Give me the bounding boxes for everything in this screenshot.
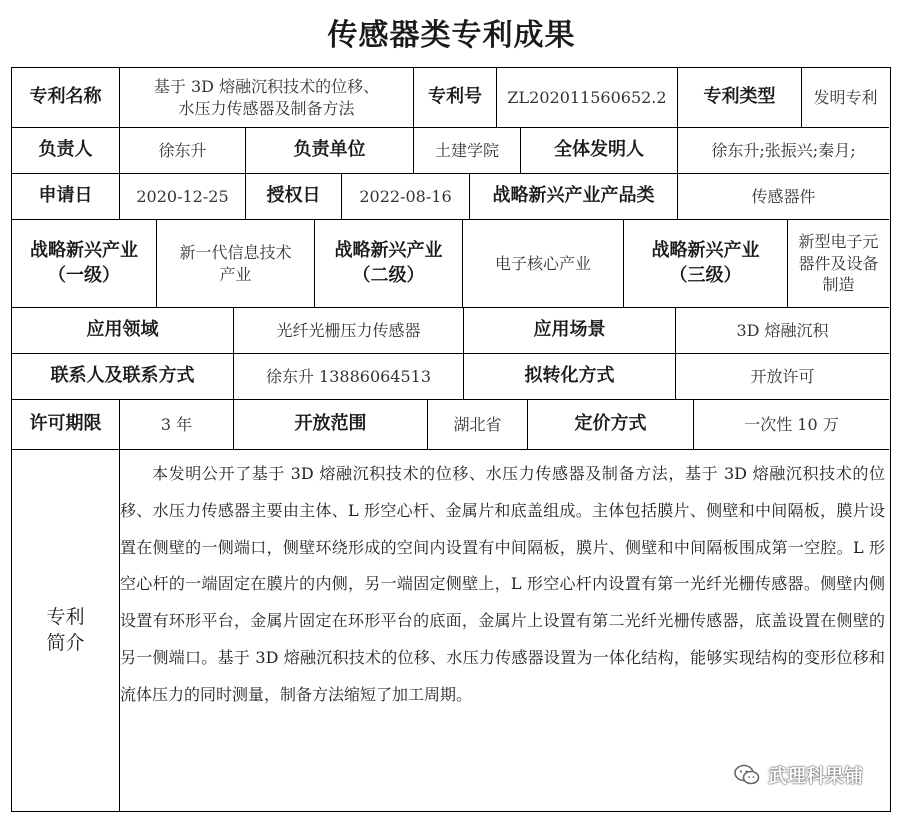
industry-l3-line-2: （三级） [669, 264, 742, 286]
label-app-scene: 应用场景 [464, 308, 676, 353]
value-unit: 土建学院 [414, 128, 521, 173]
document-title: 传感器类专利成果 [327, 18, 576, 53]
label-inventors: 全体发明人 [521, 128, 678, 173]
row-industry-levels [12, 220, 889, 308]
patent-name-line-2: 水压力传感器及制备方法 [178, 98, 355, 118]
watermark-text: 武理科果铺 [768, 765, 864, 787]
label-patent-no: 专利号 [414, 68, 497, 127]
value-industry-product: 传感器件 [751, 186, 816, 206]
wechat-icon [734, 764, 760, 786]
label-pricing: 定价方式 [528, 400, 694, 449]
label-patent-name: 专利名称 [12, 68, 120, 127]
value-grant-date: 2022-08-16 [342, 174, 470, 219]
value-patent-no: ZL202011560652.2 [497, 68, 678, 127]
intro-text: 本发明公开了基于 3D 熔融沉积技术的位移、水压力传感器及制备方法，基于 3D 熔融沉积技术的位移、水压力传感器主要由主体、L 形空心杆、金属片和底盖组成。主体包括膜片、侧壁和中间隔板，膜片设置在侧壁的一侧端口，侧壁环绕形成的空间内设置有中间隔板，膜片、侧壁和中间隔板围成第一空腔。L 形空心杆的一端固定在膜片的内侧，另一端固定侧壁上，L 形空心杆内设置有第一光纤光栅传感器。侧壁内侧设置有环形平台，金属片固定在环形平台的底面，金属片上设置有第二光纤光栅传感器，底盖设置在侧壁的另一侧端口。基于 3D 熔融沉积技术的位移、水压力传感器设置为一体化结构，能够实现结构的变形位移和流体压力的同时测量，制备方法缩短了加工周期。 [120, 464, 885, 704]
intro-label-line-1: 专利 [46, 605, 85, 628]
industry-l1-value-line-1: 新一代信息技术 [179, 242, 292, 262]
label-patent-type: 专利类型 [678, 68, 802, 127]
value-inventors: 徐东升;张振兴;秦月; [711, 140, 856, 160]
value-patent-type: 发明专利 [813, 87, 878, 107]
label-intro [12, 450, 120, 811]
value-patent-name [120, 68, 414, 127]
value-leader: 徐东升 [120, 128, 246, 173]
row-license [12, 400, 889, 450]
label-industry-l2 [315, 220, 463, 307]
label-contact: 联系人及联系方式 [12, 354, 234, 399]
value-contact: 徐东升 13886064513 [234, 354, 464, 399]
value-transfer: 开放许可 [750, 366, 815, 386]
label-apply-date: 申请日 [12, 174, 120, 219]
industry-l1-line-1: 战略新兴产业 [30, 240, 138, 262]
row-contact [12, 354, 889, 400]
label-leader: 负责人 [12, 128, 120, 173]
value-industry-l1 [157, 220, 315, 307]
label-scope: 开放范围 [234, 400, 428, 449]
value-industry-l2: 电子核心产业 [463, 220, 624, 307]
industry-l1-line-2: （一级） [48, 264, 120, 286]
patent-table [11, 67, 891, 812]
value-license-period: 3 年 [120, 400, 234, 449]
industry-l2-line-2: （二级） [352, 264, 425, 286]
row-application [12, 308, 889, 354]
industry-l3-value-line-1: 新型电子元 [798, 232, 879, 252]
industry-l3-line-1: 战略新兴产业 [651, 240, 760, 262]
label-industry-l3 [624, 220, 788, 307]
label-transfer: 拟转化方式 [464, 354, 676, 399]
industry-l3-value-line-2: 器件及设备 [798, 253, 879, 273]
row-patent-name [12, 68, 889, 128]
patent-name-line-1: 基于 3D 熔融沉积技术的位移、 [153, 76, 380, 96]
row-dates [12, 174, 889, 220]
label-grant-date: 授权日 [246, 174, 342, 219]
watermark [734, 761, 863, 788]
industry-l3-value-line-3: 制造 [822, 275, 855, 295]
label-license-period: 许可期限 [12, 400, 120, 449]
intro-label-line-2: 简介 [46, 631, 85, 654]
row-intro [12, 450, 889, 811]
industry-l1-value-line-2: 产业 [219, 264, 252, 284]
value-app-field: 光纤光栅压力传感器 [234, 308, 464, 353]
value-industry-l3 [788, 220, 889, 307]
value-app-scene: 3D 熔融沉积 [736, 320, 829, 340]
label-industry-product: 战略新兴产业产品类 [470, 174, 678, 219]
value-pricing: 一次性 10 万 [744, 414, 839, 434]
value-apply-date: 2020-12-25 [120, 174, 246, 219]
label-industry-l1 [12, 220, 157, 307]
label-app-field: 应用领域 [12, 308, 234, 353]
value-scope: 湖北省 [428, 400, 528, 449]
industry-l2-line-1: 战略新兴产业 [334, 240, 443, 262]
label-unit: 负责单位 [246, 128, 414, 173]
row-leader [12, 128, 889, 174]
